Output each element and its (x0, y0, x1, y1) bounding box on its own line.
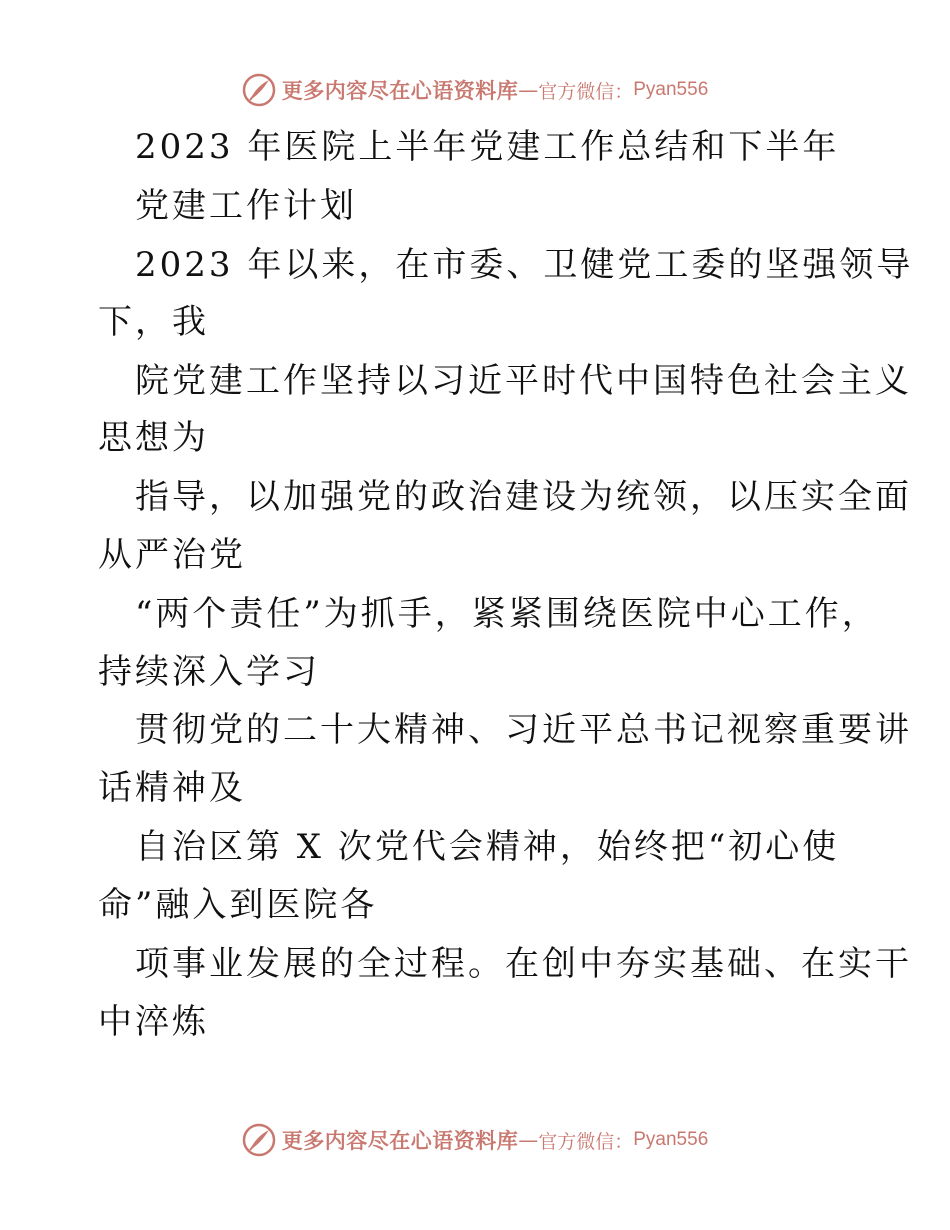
doc-line: 贯彻党的二十大精神、习近平总书记视察重要讲 (135, 710, 912, 750)
doc-line: 2023 年以来，在市委、卫健党工委的坚强领导 (135, 245, 914, 285)
doc-line: 项事业发展的全过程。在创中夯实基础、在实干 (135, 944, 912, 984)
watermark-dash: — (518, 78, 539, 102)
watermark-wechat-id: Pyan556 (633, 79, 709, 100)
doc-line: 持续深入学习 (98, 652, 320, 692)
feather-pen-logo-icon (242, 1123, 276, 1157)
footer-watermark (0, 1120, 950, 1160)
doc-line: 思想为 (98, 418, 209, 458)
doc-line: 命”融入到医院各 (98, 885, 378, 925)
watermark-wechat-id: Pyan556 (633, 1129, 709, 1150)
watermark-dash: — (518, 1128, 539, 1152)
doc-line: 院党建工作坚持以习近平时代中国特色社会主义 (135, 361, 912, 401)
doc-title-line-1: 2023 年医院上半年党建工作总结和下半年 (135, 127, 840, 167)
doc-line: 指导，以加强党的政治建设为统领，以压实全面 (135, 477, 912, 517)
watermark-wechat-label: 官方微信： (538, 1130, 634, 1153)
header-watermark (0, 70, 950, 110)
doc-line: “两个责任”为抓手，紧紧围绕医院中心工作， (135, 594, 879, 634)
doc-line: 从严治党 (98, 535, 246, 575)
watermark-main-text: 更多内容尽在心语资料库 (281, 78, 519, 103)
doc-line: 话精神及 (98, 768, 246, 808)
doc-line: 中淬炼 (98, 1002, 209, 1042)
doc-line: 下，我 (98, 302, 209, 342)
doc-title-line-2: 党建工作计划 (135, 186, 357, 226)
watermark-main-text: 更多内容尽在心语资料库 (281, 1128, 519, 1153)
doc-line: 自治区第 X 次党代会精神，始终把“初心使 (135, 827, 840, 867)
feather-pen-logo-icon (242, 73, 276, 107)
watermark-wechat-label: 官方微信： (538, 80, 634, 103)
